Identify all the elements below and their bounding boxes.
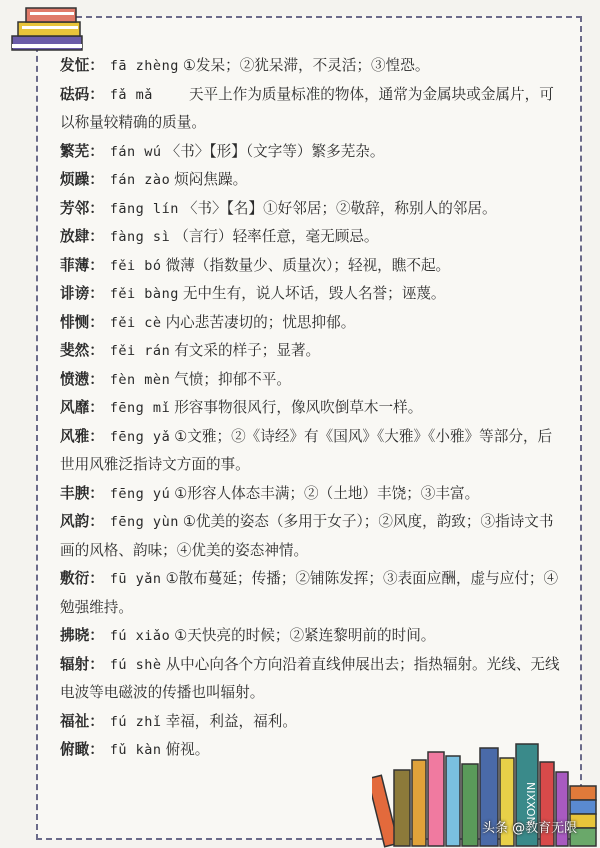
glossary-entry	[60, 565, 560, 622]
glossary-entry	[60, 651, 560, 708]
entry-definition: （言行）轻率任意，毫无顾忌。	[174, 228, 379, 245]
entry-definition: 〈书〉【形】（文字等）繁多芜杂。	[165, 142, 385, 160]
entry-pinyin: fēng mǐ	[109, 400, 171, 416]
entry-term: 砝码：	[60, 85, 104, 103]
entry-definition: 烦闷焦躁。	[174, 171, 248, 188]
entry-definition: ①发呆；②犹呆滞，不灵活；③惶恐。	[182, 57, 430, 74]
entry-term: 丰腴：	[60, 484, 104, 502]
entry-term: 风韵：	[60, 513, 104, 530]
entry-definition: 天平上作为质量标准的物体，通常为金属块或金属片，可以称量较精确的质量。	[60, 85, 554, 131]
entry-pinyin: fǔ kàn	[109, 742, 162, 758]
entry-definition: ①优美的姿态（多用于女子）；②风度，韵致；③指诗文书画的风格、韵味；④优美的姿态神情。	[60, 513, 554, 559]
entry-pinyin: fēng yǎ	[109, 428, 171, 445]
entry-definition: 俯视。	[165, 741, 210, 758]
glossary-entry	[60, 138, 560, 167]
entry-definition: 有文采的样子；显著。	[174, 342, 321, 359]
entry-pinyin: fēng yùn	[109, 514, 179, 530]
entry-definition: ①形容人体态丰满；②（土地）丰饶；③丰富。	[174, 484, 480, 502]
entry-definition: 内心悲苦凄切的；忧思抑郁。	[165, 313, 356, 331]
entry-term: 辐射：	[60, 655, 104, 673]
glossary-entry	[60, 394, 560, 423]
watermark: 头条 @教育无限	[482, 821, 578, 836]
entry-pinyin: fēng yú	[109, 485, 171, 502]
glossary-entry	[60, 337, 560, 366]
entry-pinyin: fàng sì	[109, 229, 171, 245]
entry-term: 繁芜：	[60, 142, 104, 160]
entry-term: 烦躁：	[60, 171, 104, 188]
entry-pinyin: fèn mèn	[109, 371, 171, 388]
entry-definition: 微薄（指数量少、质量次）；轻视，瞧不起。	[165, 256, 451, 274]
entry-term: 诽谤：	[60, 285, 104, 302]
entry-definition: ①文雅；②《诗经》有《国风》《大雅》《小雅》等部分，后世用风雅泛指诗文方面的事。	[60, 427, 553, 473]
entry-pinyin: fán zào	[109, 172, 171, 188]
glossary-entry	[60, 166, 560, 195]
glossary-entry	[60, 52, 560, 81]
entry-pinyin: fán wú	[109, 143, 162, 160]
entry-term: 福祉：	[60, 712, 104, 730]
entry-term: 敷衍：	[60, 570, 104, 587]
entry-pinyin: fú xiǎo	[109, 628, 171, 644]
glossary-entry	[60, 423, 560, 480]
entry-pinyin: fǎ mǎ	[109, 86, 153, 103]
entry-term: 拂晓：	[60, 627, 104, 644]
glossary-entry	[60, 280, 560, 309]
entry-term: 放肆：	[60, 228, 104, 245]
entry-definition: 从中心向各个方向沿着直线伸展出去；指热辐射。光线、无线电波等电磁波的传播也叫辐射。	[60, 655, 560, 701]
glossary-entry	[60, 480, 560, 509]
glossary-entry	[60, 508, 560, 565]
glossary-entry	[60, 366, 560, 395]
entry-definition: 幸福，利益，福利。	[165, 712, 297, 730]
entry-term: 俯瞰：	[60, 741, 104, 758]
entry-definition: ①天快亮的时候；②紧连黎明前的时间。	[174, 627, 436, 644]
entry-term: 芳邻：	[60, 199, 104, 217]
entry-pinyin: fěi cè	[109, 314, 162, 331]
entry-term: 菲薄：	[60, 256, 104, 274]
glossary-entry	[60, 223, 560, 252]
entry-pinyin: fū yǎn	[109, 571, 162, 587]
glossary-list	[60, 52, 560, 765]
stacked-books-icon	[2, 0, 92, 60]
glossary-entry	[60, 708, 560, 737]
entry-pinyin: fěi rán	[109, 343, 171, 359]
entry-pinyin: fú shè	[109, 656, 162, 673]
entry-pinyin: fěi bó	[109, 257, 162, 274]
entry-definition: 无中生有，说人坏话，毁人名誉；诬蔑。	[182, 285, 446, 302]
entry-pinyin: fāng lín	[109, 200, 179, 217]
glossary-entry	[60, 81, 560, 138]
entry-pinyin: fú zhǐ	[109, 713, 162, 730]
entry-definition: ①散布蔓延；传播；②铺陈发挥；③表面应酬，虚与应付；④勉强维持。	[60, 570, 559, 616]
glossary-entry	[60, 252, 560, 281]
glossary-entry	[60, 622, 560, 651]
entry-term: 悱恻：	[60, 313, 104, 331]
entry-term: 愤懑：	[60, 370, 104, 388]
entry-pinyin: fā zhèng	[109, 58, 179, 74]
entry-term: 风雅：	[60, 427, 104, 445]
entry-term: 风靡：	[60, 399, 104, 416]
entry-definition: 形容事物很风行，像风吹倒草木一样。	[174, 399, 423, 416]
entry-definition: 〈书〉【名】①好邻居；②敬辞，称别人的邻居。	[182, 199, 497, 217]
entry-term: 发怔：	[60, 57, 104, 74]
entry-term: 斐然：	[60, 342, 104, 359]
glossary-entry	[60, 309, 560, 338]
book-spine-label: NIXXON	[524, 782, 537, 825]
glossary-entry	[60, 195, 560, 224]
entry-pinyin: fěi bàng	[109, 286, 179, 302]
entry-definition: 气愤；抑郁不平。	[174, 370, 291, 388]
